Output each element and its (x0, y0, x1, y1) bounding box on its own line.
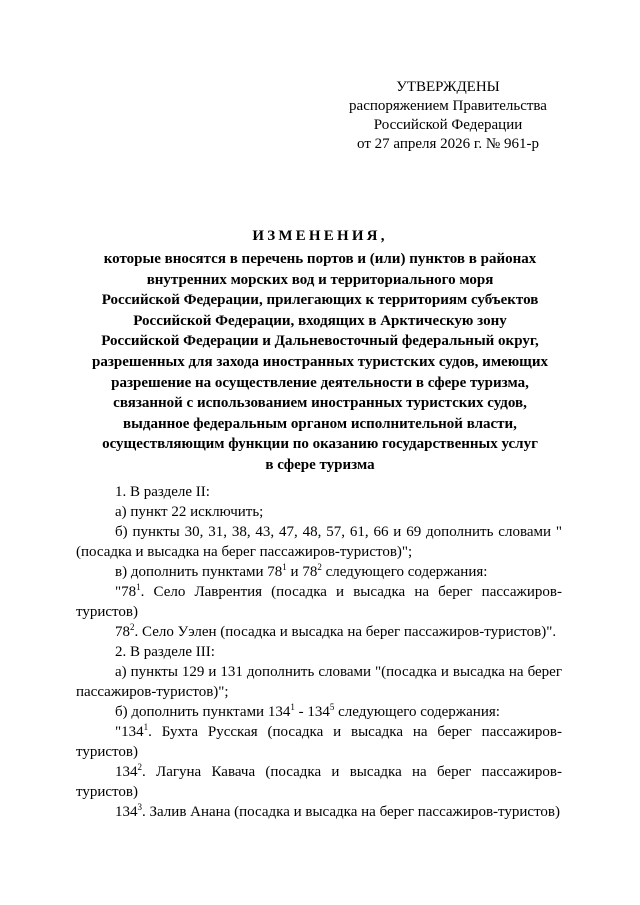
paragraph: а) пункт 22 исключить; (115, 504, 264, 520)
subtitle-line: разрешение на осуществление деятельности в сфере туризма, (111, 374, 529, 391)
paragraph: б) пункты 30, 31, 38, 43, 47, 48, 57, 61, 66 и 69 дополнить словами "(посадка и высадка на берег пассажиров-туристов)"; (76, 524, 562, 560)
approval-heading: УТВЕРЖДЕНЫ (396, 79, 500, 95)
superscript: 1 (136, 582, 141, 592)
subtitle-line: Российской Федерации и Дальневосточный федеральный округ, (101, 333, 539, 350)
section-heading: 1. В разделе II: (115, 484, 210, 500)
paragraph (76, 762, 562, 802)
approval-line: Российской Федерации (373, 117, 523, 133)
text-run: следующего содержания: (321, 564, 488, 580)
superscript: 2 (137, 762, 142, 772)
superscript: 1 (290, 702, 295, 712)
paragraph (76, 702, 562, 722)
paragraph (76, 722, 562, 762)
document-title: ИЗМЕНЕНИЯ, (252, 228, 388, 244)
section-heading: 2. В разделе III: (115, 644, 215, 660)
superscript: 3 (137, 802, 142, 812)
text-run: - 134 (294, 704, 330, 720)
subtitle-line: связанной с использованием иностранных туристских судов, (113, 395, 527, 412)
superscript: 1 (282, 562, 287, 572)
approval-line: распоряжением Правительства (349, 98, 547, 114)
subtitle-line: в сфере туризма (265, 456, 375, 473)
text-run: в) дополнить пунктами 78 (115, 564, 283, 580)
document-body (76, 482, 562, 822)
text-run: "78 (115, 584, 137, 600)
subtitle-line: Российской Федерации, прилегающих к территориям субъектов (101, 292, 539, 309)
subtitle-line: разрешенных для захода иностранных туристских судов, имеющих (92, 353, 548, 370)
superscript: 2 (317, 562, 322, 572)
superscript: 1 (143, 722, 149, 732)
paragraph (76, 622, 562, 642)
approval-block (330, 78, 566, 154)
text-run: . Залив Анана (посадка и высадка на берег пассажиров-туристов) (142, 804, 561, 820)
subtitle-line: которые вносятся в перечень портов и (или) пунктов в районах (103, 251, 537, 267)
text-run: . Село Лаврентия (посадка и высадка на берег пассажиров-туристов) (76, 584, 562, 620)
text-run: 134 (115, 804, 138, 820)
document-subtitle (72, 249, 568, 476)
text-run: следующего содержания: (334, 704, 500, 720)
text-run: и 78 (286, 564, 318, 580)
text-run: 78 (115, 624, 130, 640)
paragraph: а) пункты 129 и 131 дополнить словами "(посадка и высадка на берег пассажиров-туристов)"; (76, 664, 562, 700)
paragraph (76, 562, 562, 582)
text-run: . Село Уэлен (посадка и высадка на берег пассажиров-туристов)". (134, 624, 557, 640)
text-run: "134 (115, 724, 144, 740)
paragraph (76, 802, 562, 822)
text-run: б) дополнить пунктами 134 (115, 704, 291, 720)
subtitle-line: выданное федеральным органом исполнительной власти, (123, 415, 517, 432)
subtitle-line: осуществляющим функции по оказанию государственных услуг (102, 436, 538, 453)
paragraph (76, 582, 562, 622)
superscript: 5 (329, 702, 335, 712)
text-run: . Лагуна Кавача (посадка и высадка на берег пассажиров-туристов) (76, 764, 562, 800)
text-run: 134 (115, 764, 138, 780)
approval-line: от 27 апреля 2026 г. № 961-р (357, 136, 539, 152)
subtitle-line: Российской Федерации, входящих в Арктическую зону (133, 312, 507, 329)
subtitle-line: внутренних морских вод и территориального моря (146, 271, 494, 288)
text-run: . Бухта Русская (посадка и высадка на берег пассажиров-туристов) (76, 724, 562, 760)
superscript: 2 (130, 622, 135, 632)
